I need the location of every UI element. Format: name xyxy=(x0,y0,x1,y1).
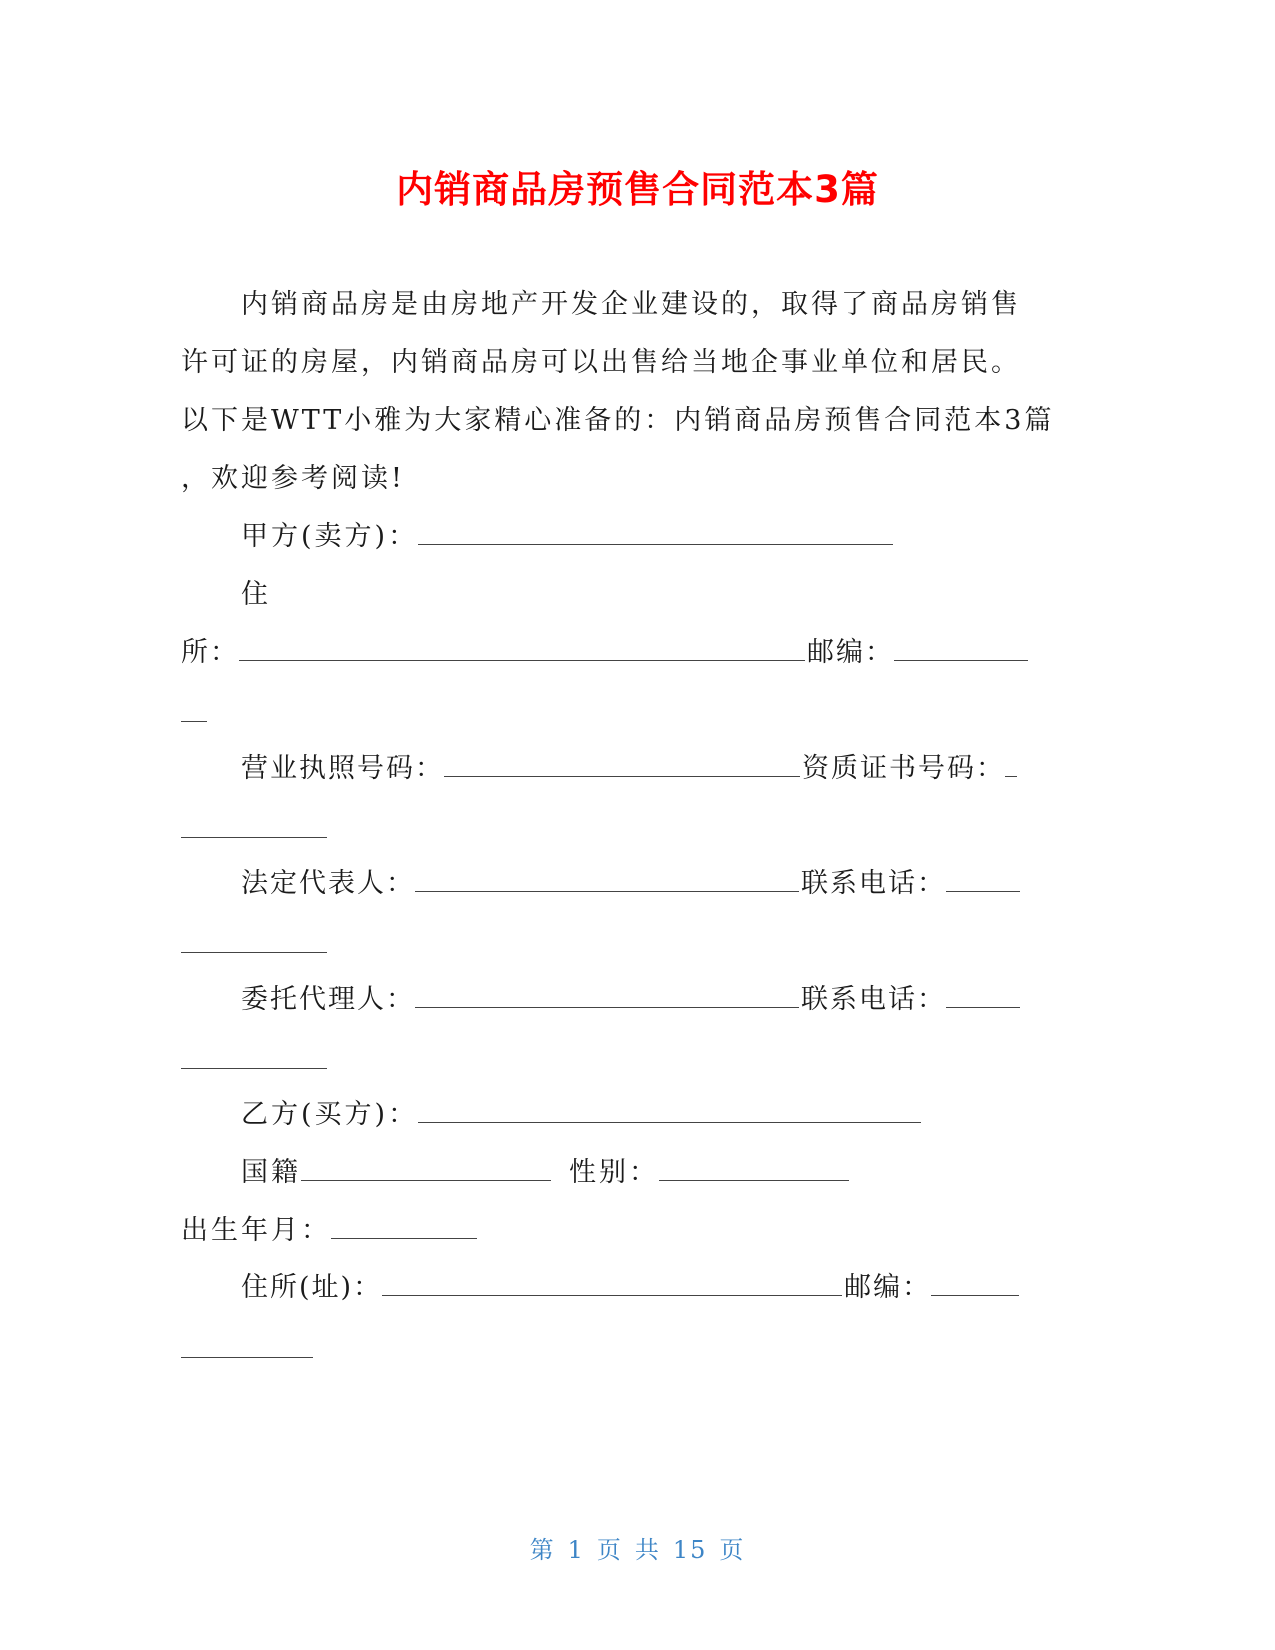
phone-2-label: 联系电话： xyxy=(801,984,946,1015)
postcode-2-blank[interactable] xyxy=(931,1273,1019,1296)
party-a-blank[interactable] xyxy=(418,522,893,545)
legal-rep-blank[interactable] xyxy=(415,869,799,892)
party-b-row xyxy=(241,1097,923,1133)
postcode-2-label: 邮编： xyxy=(844,1272,932,1303)
intro-line-1: 内销商品房是由房地产开发企业建设的，取得了商品房销售 xyxy=(241,289,1021,320)
intro-line-2: 许可证的房屋，内销商品房可以出售给当地企事业单位和居民。 xyxy=(181,347,1021,378)
address-label: 住所(址)： xyxy=(241,1272,383,1303)
residence-blank[interactable] xyxy=(239,638,805,661)
party-b-blank[interactable] xyxy=(418,1100,921,1123)
intro-line-3: 以下是WTT小雅为大家精心准备的：内销商品房预售合同范本3篇 xyxy=(181,405,1055,436)
agent-row xyxy=(241,982,1022,1018)
phone-2-blank-cont[interactable] xyxy=(181,1067,327,1069)
document-title: 内销商品房预售合同范本3篇 xyxy=(396,168,879,211)
qualification-blank-cont[interactable] xyxy=(181,836,327,838)
nationality-row xyxy=(241,1155,851,1191)
footer-current-page: 1 xyxy=(567,1536,585,1564)
party-a-row xyxy=(241,519,895,555)
agent-blank[interactable] xyxy=(415,985,799,1008)
nationality-blank[interactable] xyxy=(301,1158,551,1181)
postcode-label: 邮编： xyxy=(807,637,894,668)
address-row xyxy=(241,1270,1021,1306)
address-blank[interactable] xyxy=(382,1273,842,1296)
legal-rep-label: 法定代表人： xyxy=(241,868,415,899)
birth-blank[interactable] xyxy=(331,1216,477,1239)
business-license-label: 营业执照号码： xyxy=(241,753,444,784)
footer-page-label: 第 xyxy=(529,1536,556,1564)
phone-1-label: 联系电话： xyxy=(801,868,946,899)
phone-2-blank[interactable] xyxy=(946,985,1020,1008)
residence-label-1: 住 xyxy=(241,579,271,610)
legal-rep-row xyxy=(241,866,1022,902)
footer-total-pages: 15 xyxy=(672,1536,708,1564)
gender-blank[interactable] xyxy=(659,1158,849,1181)
qualification-blank[interactable] xyxy=(1005,754,1017,777)
postcode-blank[interactable] xyxy=(894,638,1028,661)
footer-page-unit: 页 xyxy=(596,1536,623,1564)
nationality-label: 国籍 xyxy=(241,1157,301,1188)
party-b-label: 乙方(买方)： xyxy=(241,1099,419,1130)
agent-label: 委托代理人： xyxy=(241,984,415,1015)
phone-1-blank[interactable] xyxy=(946,869,1020,892)
phone-1-blank-cont[interactable] xyxy=(181,951,327,953)
residence-label-2: 所： xyxy=(181,637,239,668)
gender-label: 性别： xyxy=(569,1157,659,1188)
residence-row xyxy=(181,635,1030,671)
birth-row xyxy=(181,1213,479,1249)
footer-total-unit: 页 xyxy=(719,1536,746,1564)
birth-label: 出生年月： xyxy=(181,1215,331,1246)
business-license-blank[interactable] xyxy=(444,754,800,777)
postcode-2-blank-cont[interactable] xyxy=(181,1356,313,1358)
qualification-label: 资质证书号码： xyxy=(802,753,1005,784)
party-a-label: 甲方(卖方)： xyxy=(241,521,419,552)
postcode-blank-cont[interactable] xyxy=(181,720,207,722)
intro-line-4: ，欢迎参考阅读! xyxy=(181,463,405,494)
license-row xyxy=(241,751,1019,787)
page-footer xyxy=(0,1530,1275,1565)
footer-total-label: 共 xyxy=(634,1536,661,1564)
